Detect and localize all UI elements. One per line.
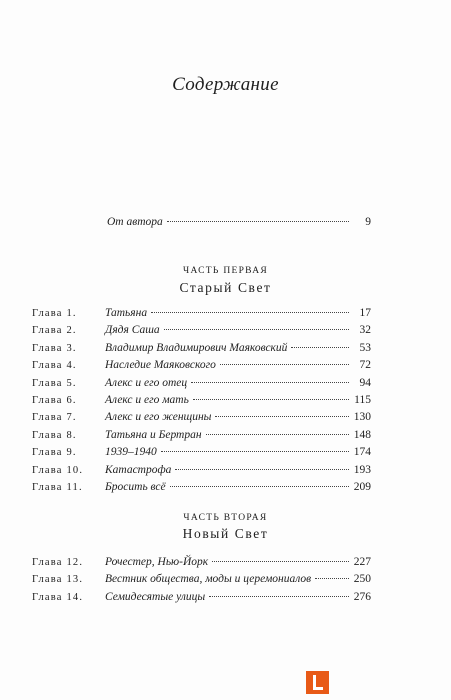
chapter-title: Наследие Маяковского: [105, 359, 216, 372]
chapter-title: Вестник общества, моды и церемониалов: [105, 573, 312, 586]
chapter-page: 227: [353, 556, 371, 568]
entry-title: От автора: [107, 216, 163, 228]
chapter-page: 209: [353, 481, 371, 493]
part-title: Новый Свет: [182, 526, 269, 541]
leader-dots: [220, 364, 349, 365]
chapter-title: Татьяна: [105, 307, 148, 319]
toc-entry[interactable]: [32, 446, 371, 460]
chapter-page: 32: [359, 324, 371, 337]
chapter-number: Глава 11.: [32, 482, 83, 493]
chapter-number: Глава 4.: [32, 360, 77, 372]
chapter-number: Глава 13.: [32, 574, 84, 586]
toc-entry[interactable]: [32, 307, 371, 321]
part-label: ЧАСТЬ ПЕРВАЯ: [182, 266, 268, 276]
leader-dots: [191, 382, 349, 383]
leader-dots: [206, 434, 349, 435]
chapter-title: Катастрофа: [105, 463, 172, 476]
chapter-page: 115: [354, 394, 371, 406]
chapter-number: Глава 2.: [32, 325, 77, 337]
chapter-number: Глава 14.: [32, 591, 84, 603]
chapter-page: 276: [353, 590, 371, 603]
toc-entry[interactable]: [32, 556, 371, 570]
part-title: Старый Свет: [179, 280, 272, 295]
chapter-title: Семидесятые улицы: [105, 590, 206, 603]
chapter-number: Глава 10.: [32, 464, 84, 476]
toc-entry[interactable]: [32, 481, 371, 495]
toc-entry[interactable]: [32, 394, 371, 408]
toc-entry[interactable]: [32, 411, 371, 425]
chapter-number: Глава 7.: [32, 412, 77, 424]
chapter-page: 17: [359, 307, 371, 319]
chapter-number: Глава 1.: [32, 308, 77, 319]
litres-logo-icon: [306, 671, 329, 694]
page-title: Содержание: [172, 74, 279, 95]
leader-dots: [151, 312, 349, 313]
chapter-title: Алекс и его мать: [105, 394, 189, 406]
toc-entry[interactable]: [32, 359, 371, 373]
leader-dots: [175, 469, 349, 470]
chapter-number: Глава 5.: [32, 377, 77, 389]
toc-entry[interactable]: [32, 591, 371, 605]
chapter-title: Алекс и его отец: [105, 376, 188, 389]
leader-dots: [164, 329, 349, 330]
chapter-page: 94: [359, 376, 371, 389]
leader-dots: [291, 347, 349, 348]
toc-entry[interactable]: [32, 429, 371, 443]
toc-entry-intro[interactable]: [107, 216, 371, 230]
chapter-number: Глава 8.: [32, 429, 77, 441]
leader-dots: [215, 416, 349, 417]
chapter-number: Глава 6.: [32, 395, 77, 406]
part-label: ЧАСТЬ ВТОРАЯ: [183, 513, 268, 523]
leader-dots: [167, 221, 349, 222]
leader-dots: [193, 399, 349, 400]
leader-dots: [212, 561, 349, 562]
toc-entry[interactable]: [32, 342, 371, 356]
chapter-page: 193: [353, 463, 371, 476]
chapter-title: Бросить всё: [105, 481, 166, 493]
chapter-page: 148: [353, 428, 371, 441]
chapter-title: Дядя Саша: [105, 324, 160, 337]
leader-dots: [315, 578, 349, 579]
chapter-page: 53: [359, 341, 371, 354]
leader-dots: [161, 451, 349, 452]
chapter-page: 72: [359, 359, 371, 372]
chapter-title: Алекс и его женщины: [105, 411, 212, 424]
chapter-number: Глава 9.: [32, 447, 77, 459]
leader-dots: [209, 596, 349, 597]
chapter-title: Рочестер, Нью-Йорк: [105, 556, 209, 568]
chapter-page: 130: [353, 411, 371, 424]
entry-page: 9: [365, 216, 371, 228]
chapter-number: Глава 3.: [32, 342, 77, 354]
chapter-title: Татьяна и Бертран: [105, 428, 202, 441]
chapter-page: 250: [353, 573, 371, 586]
toc-entry[interactable]: [32, 324, 371, 338]
leader-dots: [170, 486, 349, 487]
chapter-title: 1939–1940: [105, 446, 157, 459]
chapter-page: 174: [353, 446, 371, 459]
toc-entry[interactable]: [32, 573, 371, 587]
toc-entry[interactable]: [32, 464, 371, 478]
toc-entry[interactable]: [32, 377, 371, 391]
chapter-title: Владимир Владимирович Маяковский: [105, 341, 288, 354]
chapter-number: Глава 12.: [32, 557, 84, 568]
